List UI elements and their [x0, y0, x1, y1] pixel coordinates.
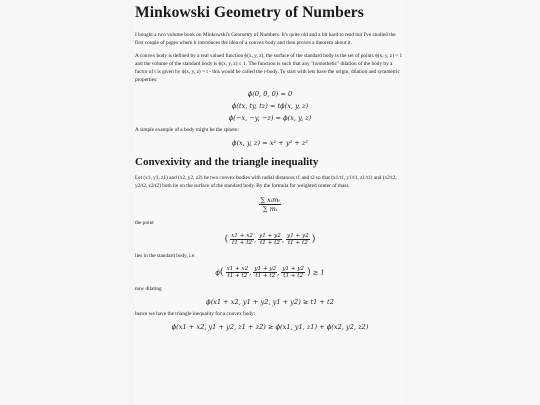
ineq-denominator-x: t1 + t2 — [227, 273, 248, 280]
com-denominator: ∑ mᵢ — [262, 204, 278, 213]
ineq-fraction-x — [226, 266, 250, 279]
equation-symmetric: ϕ(−x, −y, −z) = ϕ(x, y, z) — [228, 113, 312, 122]
article-page — [135, 0, 405, 405]
definition-paragraph: A convex body is defined by a real valued function ϕ(x, y, z), the surface of the standard body is the set of points ϕ(x, y, z) = 1 and the volume of the standard body is ϕ(x, y, z) ≤ 1. The function is such that any "homothetic" dilation of the body by a factor of t is given by ϕ(x, y, z) = t - this would be called the t-body. To start with lets have the origin, dilation and symmetric properties: — [135, 53, 403, 84]
point-fraction-z — [286, 233, 310, 246]
point-numerator-y: y1 + y2 — [259, 232, 281, 239]
ineq-numerator-y: y1 + y2 — [254, 266, 277, 273]
point-denominator-y: t1 + t2 — [260, 239, 280, 246]
equation-point: ( $\frac{x1 + x2}{t1 + t2}$ , $\frac{y1 + y2}{t1 + t2}$ , $\frac{y1 + y2}{t1 + t2}$ ) — [224, 232, 316, 246]
equation-triangle: ϕ(x1 + x2, y1 + y2, z1 + z2) ≥ ϕ(x1, y1, z1) + ϕ(x2, y2, z2) — [171, 323, 369, 332]
standard-body-paragraph: lies in the standard body, i.e. — [135, 252, 196, 259]
dilating-paragraph: now dilating — [135, 286, 162, 293]
point-numerator-z: y1 + y2 — [287, 232, 309, 239]
com-numerator: ∑ xᵢmᵢ — [260, 195, 280, 204]
com-fraction — [259, 196, 280, 213]
equation-inequality: ϕ( $\frac{x1 + x2}{t1 + t2}$ , $\frac{y1 + y2}{t1 + t2}$ , $\frac{y1 + y2}{t1 + t2}$ ) ≥ 1 — [215, 266, 325, 280]
equation-origin: ϕ(0, 0, 0) = 0 — [247, 89, 293, 98]
ineq-denominator-z: t1 + t2 — [283, 273, 304, 280]
ineq-fraction-y — [253, 266, 277, 279]
bodies-paragraph: Let (x1, y1, z1) and (x2, y2, z2) be two convex bodies with radial distances t1 and t2 so that (x1/t1, y1/t1, z1/t1) and (x2/t2, y2/t2, z2/t2) both lie on the surface of the standard body. By the formula for weighted center of mass — [135, 174, 397, 189]
equation-dilating: ϕ(x1 + x2, y1 + y2, y1 + y2) ≥ t1 + t2 — [206, 298, 334, 307]
point-denominator-z: t1 + t2 — [287, 239, 308, 246]
triangle-paragraph: hence we have the triangle inequality for a convex body: — [135, 311, 256, 318]
inequality-phi: ϕ — [215, 268, 220, 277]
article-body — [135, 0, 405, 331]
ineq-denominator-y: t1 + t2 — [255, 273, 276, 280]
equation-center-of-mass — [135, 196, 405, 213]
ineq-fraction-z — [281, 266, 305, 279]
point-fraction-x — [230, 233, 254, 246]
page-title: Minkowski Geometry of Numbers — [135, 4, 364, 21]
intro-paragraph: I bought a two volume book on Minkowski's Geometry of Numbers. It's quite old and a bit hard to read but I've studied the first couple of pages where it introduces the idea of a convex body and then proves a theorem about it. — [135, 32, 396, 47]
example-paragraph: A simple example of a body might be the sphere: — [135, 126, 240, 133]
point-fraction-y — [258, 233, 282, 246]
section-heading: Convexivity and the triangle inequality — [135, 155, 319, 168]
point-numerator-x: x1 + x2 — [231, 232, 253, 239]
equation-sphere: ϕ(x, y, z) = x² + y² + z² — [231, 138, 309, 147]
inequality-bound: ≥ 1 — [312, 268, 325, 277]
equation-dilation: ϕ(tx, ty, tz) = tϕ(x, y, z) — [231, 101, 309, 110]
point-paragraph: the point — [135, 219, 154, 226]
point-denominator-x: t1 + t2 — [232, 239, 253, 246]
ineq-numerator-x: x1 + x2 — [226, 266, 249, 273]
ineq-numerator-z: y1 + y2 — [282, 266, 304, 273]
